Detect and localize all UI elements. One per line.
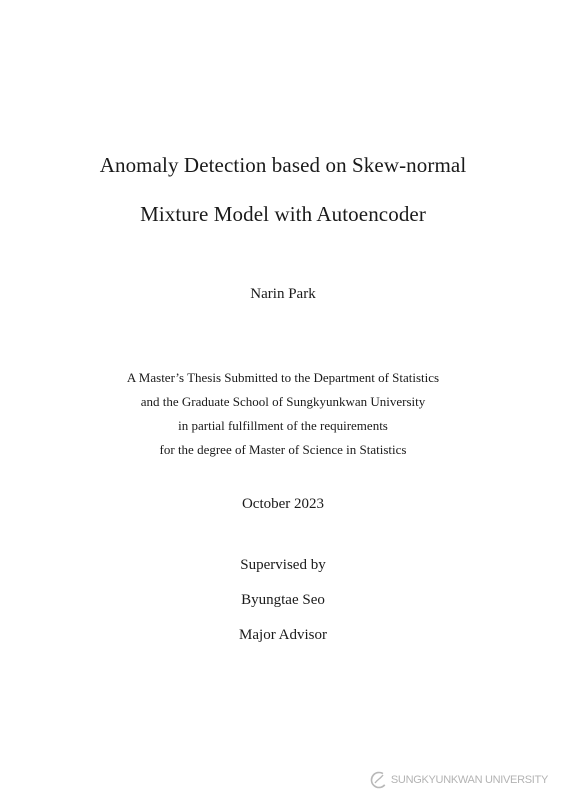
statement-line: for the degree of Master of Science in Statistics <box>159 442 407 457</box>
supervised-by-label: Supervised by <box>240 557 326 573</box>
thesis-title-line-2: Mixture Model with Autoencoder <box>140 202 426 226</box>
university-watermark-text: SUNGKYUNKWAN UNIVERSITY <box>390 774 548 786</box>
statement-line: in partial fulfillment of the requirements <box>178 418 388 433</box>
university-logo-icon <box>369 770 389 790</box>
statement-line: and the Graduate School of Sungkyunkwan University <box>140 394 426 409</box>
university-watermark <box>369 770 548 790</box>
advisor-name: Byungtae Seo <box>241 592 325 608</box>
advisor-role: Major Advisor <box>239 627 327 643</box>
statement-line: A Master’s Thesis Submitted to the Department of Statistics <box>126 370 440 385</box>
thesis-title-line-1: Anomaly Detection based on Skew-normal <box>99 153 467 177</box>
submission-date: October 2023 <box>241 496 325 512</box>
author-name: Narin Park <box>250 286 316 302</box>
